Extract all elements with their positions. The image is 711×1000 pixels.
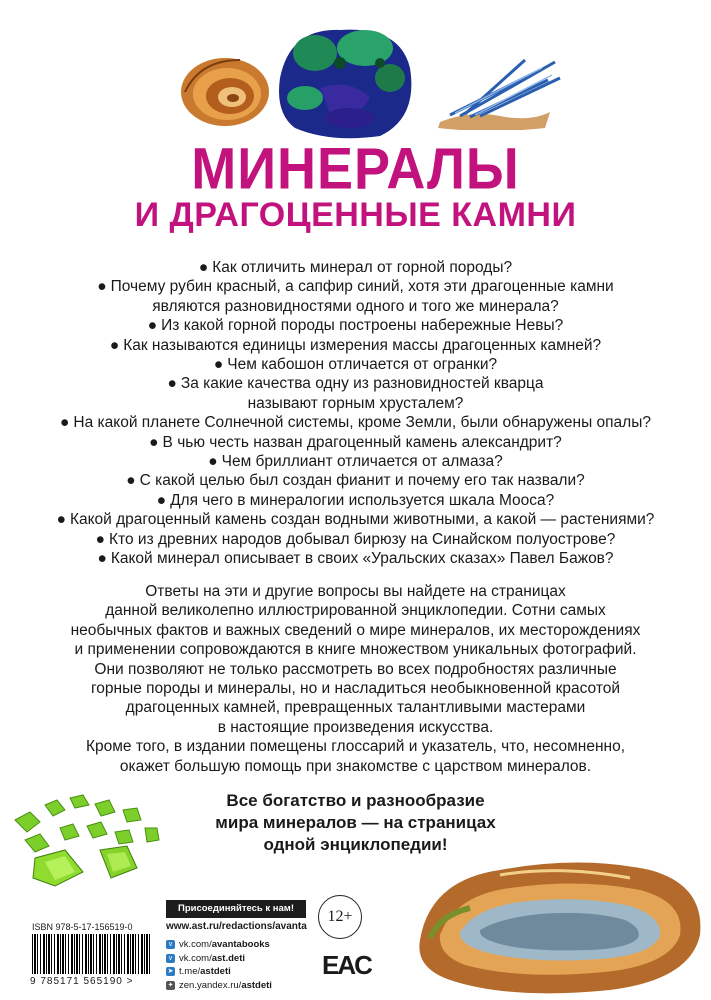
social-link[interactable]: ✦ zen.yandex.ru/ astdeti [167, 979, 272, 991]
social-link[interactable]: v vk.com/ avantabooks [166, 938, 272, 952]
question-item: ● Как отличить минерал от горной породы? [198, 259, 513, 276]
bullet-icon: ● [60, 414, 70, 432]
eac-mark: EAC [322, 950, 371, 980]
question-item: ● Из какой горной породы построены набережные Невы? [147, 317, 564, 335]
question-item: ● Кто из древних народов добывал бирюзу на Синайском полуострове? [95, 530, 616, 548]
agate-image [410, 840, 710, 1000]
zen-icon: ✦ [167, 981, 174, 989]
description: Ответы на эти и другие вопросы вы найдете на страницах данной великолепно иллюстрированной энциклопедии. Сотни самых необычных фактов и важных сведений о мире минералов, их месторождениях и применении сопровождаются в книге множеством уникальных фотографий. Они позволяют не только рассмотреть во всех подробностях различные горные породы и минералы, но и насладиться необыкновенной красотой драгоценных камней, превращенных талантливыми мастерами в настоящие произведения искусства. Кроме того, в издании помещены глоссарий и указатель, что, несомненно, окажет большую помощь при знакомстве с царством минералов. [70, 583, 641, 775]
vk-icon: v [166, 940, 175, 949]
ammonite-image [170, 50, 280, 130]
social-link[interactable]: v vk.com/ ast.deti [166, 952, 272, 966]
bullet-icon: ● [95, 530, 106, 548]
barcode-number: 9 785171 565190 > [30, 976, 134, 987]
barcode [32, 934, 150, 974]
bullet-icon: ● [97, 550, 107, 568]
tagline: Все богатство и разнообразие мира минералов — на страницах одной энциклопедии! [215, 791, 496, 854]
social-link[interactable]: ➤ t.me/ astdeti [167, 966, 231, 977]
age-rating-badge: 12+ [318, 895, 362, 939]
question-item: ● Почему рубин красный, а сапфир синий, хотя эти драгоценные камни [97, 278, 614, 296]
social-links [166, 938, 272, 992]
bullet-icon: ● [156, 491, 167, 509]
book-title: МИНЕРАЛЫ [191, 136, 520, 202]
question-item: ● Для чего в минералогии используется шкала Мооса? [156, 491, 555, 509]
book-subtitle: И ДРАГОЦЕННЫЕ КАМНИ [134, 196, 577, 234]
bullet-icon: ● [147, 317, 158, 335]
questions-list [20, 258, 691, 569]
azurite-malachite-image [270, 18, 420, 143]
question-item-continuation: являются разновидностями одного и того же минерала? [152, 297, 559, 315]
question-item: ● Как называются единицы измерения массы драгоценных камней? [109, 336, 602, 354]
bullet-icon: ● [213, 356, 224, 374]
question-item: ● С какой целью был создан фианит и почему его так назвали? [126, 472, 585, 490]
question-item: ● Какой минерал описывает в своих «Уральских сказах» Павел Бажов? [97, 550, 614, 568]
join-us-banner: Присоединяйтесь к нам! [166, 900, 306, 918]
question-item: ● Чем бриллиант отличается от алмаза? [208, 453, 503, 471]
publisher-site-link[interactable]: www.ast.ru/redactions/avanta [166, 921, 307, 932]
bullet-icon: ● [149, 433, 159, 451]
bullet-icon: ● [167, 375, 177, 393]
bullet-icon: ● [126, 472, 136, 490]
bullet-icon: ● [208, 453, 218, 471]
question-item: ● В чью честь назван драгоценный камень александрит? [149, 433, 562, 451]
bullet-icon: ● [97, 278, 107, 296]
bullet-icon: ● [109, 336, 120, 354]
question-item: ● За какие качества одну из разновидностей кварца [167, 375, 544, 393]
bullet-icon: ● [56, 511, 66, 529]
telegram-icon: ➤ [167, 968, 174, 976]
question-item: ● Чем кабошон отличается от огранки? [213, 356, 498, 374]
question-item-continuation: называют горным хрусталем? [247, 394, 464, 412]
question-item: ● Какой драгоценный камень создан водными животными, а какой — растениями? [56, 511, 655, 529]
isbn: ISBN 978-5-17-156519-0 [32, 922, 133, 932]
vk-icon: v [166, 954, 175, 963]
question-item: ● На какой планете Солнечной системы, кроме Земли, были обнаружены опалы? [60, 414, 651, 432]
peridot-gems-image [5, 790, 165, 890]
blue-crystal-image [430, 50, 565, 130]
bullet-icon: ● [198, 259, 209, 276]
